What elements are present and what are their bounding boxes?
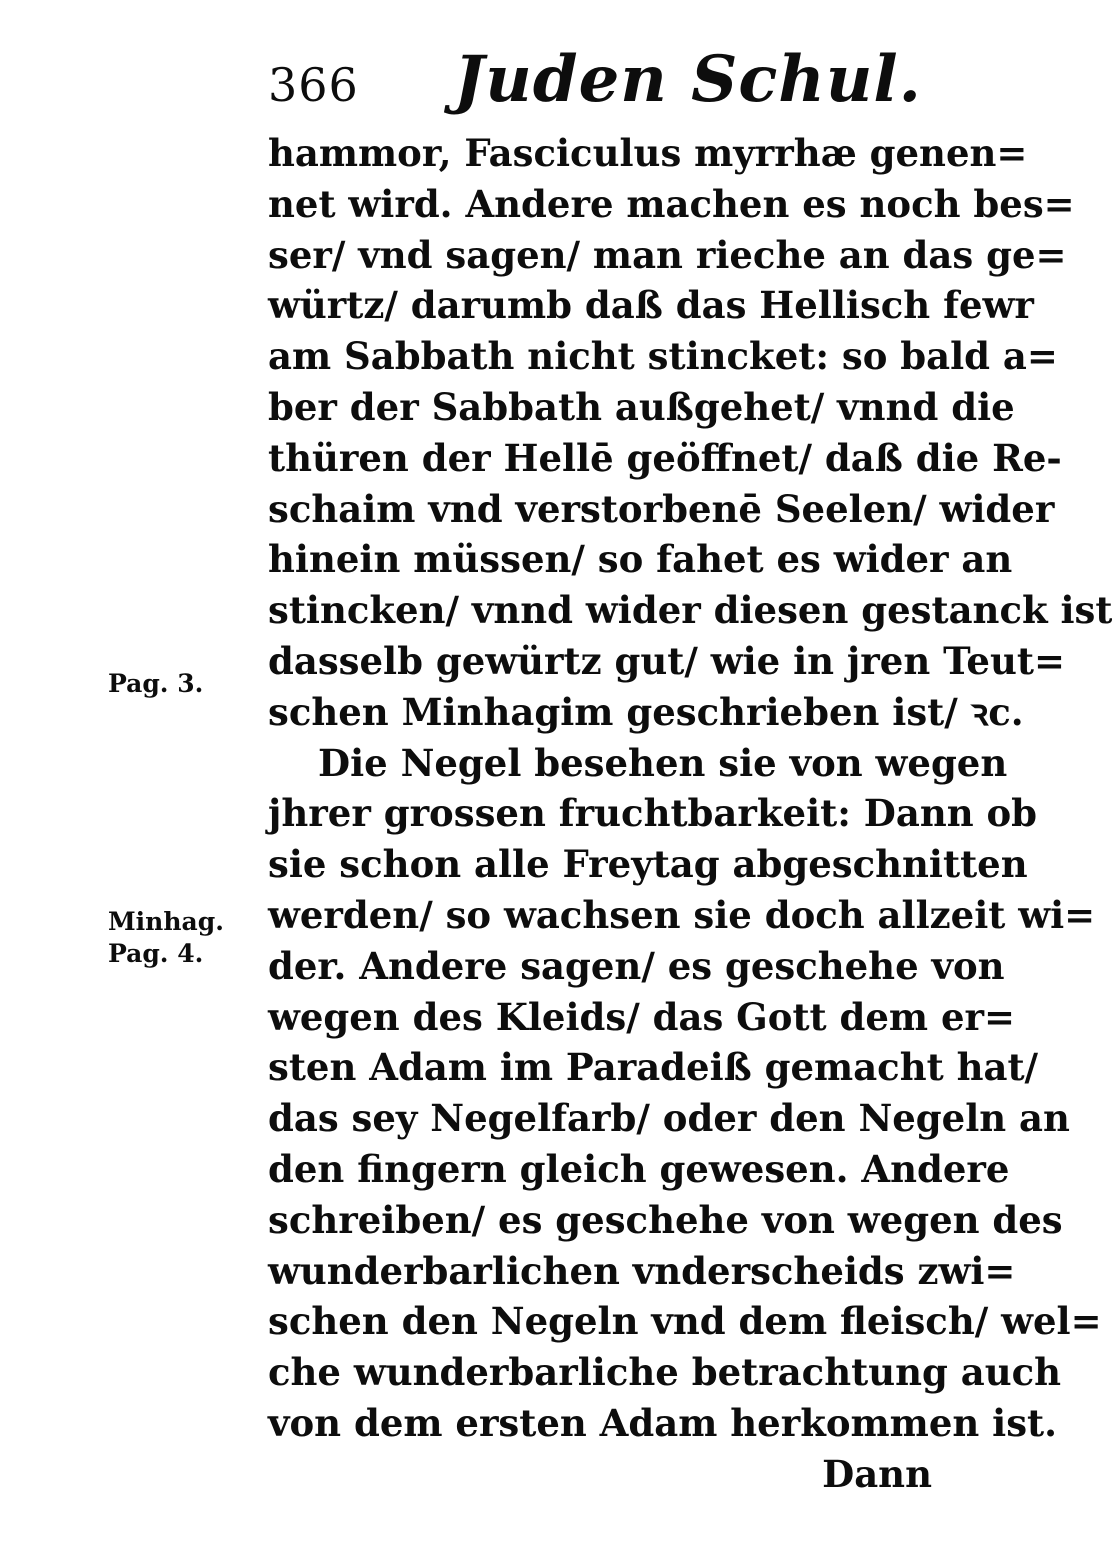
text-line: werden/ so wachsen sie doch allzeit wi= [268, 892, 1096, 937]
text-line: sten Adam im Paradeiß gemacht hat/ [268, 1045, 1039, 1090]
text-line: schen den Negeln vnd dem fleisch/ wel= [268, 1299, 1102, 1344]
text-line: ber der Sabbath außgehet/ vnnd die [268, 384, 1015, 429]
text-line: hinein müssen/ so fahet es wider an [268, 537, 1013, 582]
running-title: Juden Schul. [454, 42, 922, 117]
text-line: ser/ vnd sagen/ man rieche an das ge= [268, 232, 1067, 277]
text-line: net wird. Andere machen es noch bes= [268, 181, 1075, 226]
text-line: der. Andere sagen/ es geschehe von [268, 943, 1005, 988]
text-line: hammor, Fasciculus myrrhæ genen= [268, 131, 1028, 175]
catchword: Dann [822, 1451, 932, 1496]
text-line: thüren der Hellē geöffnet/ daß die Re- [268, 435, 1062, 480]
text-line: das sey Negelfarb/ oder den Negeln an [268, 1096, 1070, 1141]
text-line: schreiben/ es geschehe von wegen des [268, 1197, 1063, 1242]
page-header [268, 44, 928, 124]
margin-note-pag-3 [108, 668, 248, 700]
text-line: jhrer grossen fruchtbarkeit: Dann ob [268, 791, 1038, 836]
margin-note-minhag [108, 906, 248, 970]
text-line: würtz/ darumb daß das Hellisch fewr [268, 283, 1034, 328]
margin-note-text: Minhag. [108, 907, 224, 936]
text-line: dasselb gewürtz gut/ wie in jren Teut= [268, 638, 1065, 683]
margin-note-text: Pag. 3. [108, 669, 204, 698]
text-line: schaim vnd verstorbenē Seelen/ wider [268, 486, 1055, 531]
margin-note-text: Pag. 4. [108, 939, 204, 968]
text-line: am Sabbath nicht stincket: so bald a= [268, 334, 1058, 379]
text-line: von dem ersten Adam herkommen ist. [268, 1400, 1057, 1445]
text-line: wegen des Kleids/ das Gott dem er= [268, 994, 1015, 1039]
page-number: 366 [268, 58, 359, 112]
text-line: wunderbarlichen vnderscheids zwi= [268, 1248, 1016, 1293]
text-line: stincken/ vnnd wider diesen gestanck ist [268, 588, 1112, 633]
text-line: den fingern gleich gewesen. Andere [268, 1146, 1010, 1191]
paragraph-start-line: Die Negel besehen sie von wegen [318, 740, 1008, 785]
paragraph-end-line: schen Minhagim geschrieben ist/ ꝛc. [268, 689, 1024, 734]
text-line: sie schon alle Freytag abgeschnitten [268, 842, 1028, 887]
text-line: che wunderbarliche betrachtung auch [268, 1350, 1062, 1395]
body-text [268, 128, 1112, 1500]
